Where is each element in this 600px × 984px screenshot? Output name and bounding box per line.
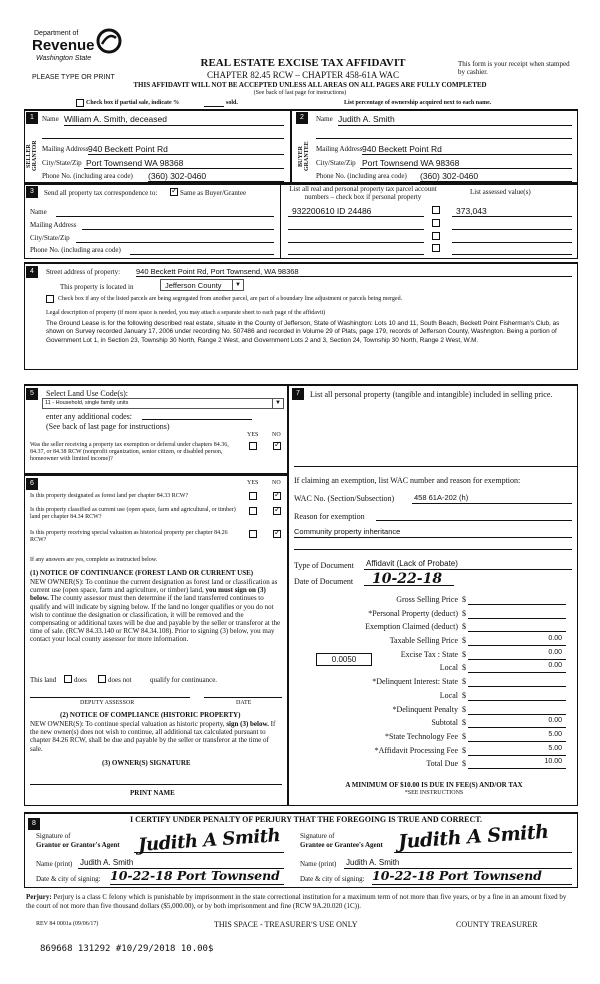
- fee-dollar-sign: $: [462, 649, 466, 659]
- fee-dollar-sign: $: [462, 608, 466, 618]
- historic-question: Is this property receiving special valuation as historical property per chapter 84.26 RCW?: [30, 530, 228, 543]
- seller-name-label: Name: [42, 115, 59, 123]
- same-as-buyer-checkbox[interactable]: [170, 188, 178, 196]
- legal-description: The Ground Lease is for the following described real estate, situate in the County of Jefferson, State of Washington: Lots 10 and 11, South Beach, Beckett Point Fisherman's Club, as shown on Survey recorded January 17, 2006 under recording No. 507486 and recorded in Volume 29 of Plats, page 179, records of Jefferson County, Washngton. Being a portion of Government Lot 1, in Section 23, Township 30 North, Range 2 West, and Government Lots 2 and 3, Section 24, Township 30 North, Range 2 West, W.M.: [46, 320, 560, 344]
- dept-state: Washington State: [36, 55, 92, 62]
- fee-label: Local: [439, 690, 458, 700]
- qualify-label: qualify for continuance.: [150, 676, 218, 684]
- fee-dollar-sign: $: [462, 718, 466, 728]
- fee-row: [290, 758, 576, 772]
- owners-signature-label: (3) OWNER(S) SIGNATURE: [102, 759, 191, 767]
- perjury-notice: Perjury: Perjury is a class C felony which is punishable by imprisonment in the state correctional institution for a maximum term of not more than five years, or by a fine in an amount fixed by the court of not more than five thousand dollars ($5,000.00), or by both imprisonment and fine (RCW 9A.20.020 (1C)).: [26, 893, 567, 911]
- same-as-buyer-label: Same as Buyer/Grantee: [180, 189, 247, 197]
- fee-label: Subtotal: [431, 718, 458, 728]
- s5-yes: YES: [247, 432, 259, 438]
- corr-phone-label: Phone No. (including area code): [30, 246, 121, 254]
- chevron-down-icon: ▼: [232, 280, 243, 290]
- if-yes-note: If any answers are yes, complete as instructed below.: [30, 557, 158, 563]
- fee-label: *Delinquent Penalty: [392, 704, 458, 714]
- exemption-claim-label: If claiming an exemption, list WAC number and reason for exemption:: [294, 476, 521, 485]
- seller-mailing: 940 Beckett Point Rd: [88, 144, 168, 154]
- print-name-label: PRINT NAME: [130, 789, 175, 797]
- does-checkbox[interactable]: [64, 675, 72, 683]
- fee-label: Excise Tax : State: [400, 649, 458, 659]
- buyer-city: Port Townsend WA 98368: [362, 158, 460, 168]
- notice-continuance-title: (1) NOTICE OF CONTINUANCE (FOREST LAND OR CURRENT USE): [30, 569, 254, 577]
- grantor-signature: Judith A Smith: [137, 825, 281, 856]
- date-label: DATE: [236, 700, 252, 706]
- deputy-assessor-label: DEPUTY ASSESSOR: [80, 700, 135, 706]
- segregated-checkbox[interactable]: [46, 295, 54, 303]
- s5-q1-no-checkbox[interactable]: [273, 442, 281, 450]
- corr-city-label: City/State/Zip: [30, 234, 70, 242]
- fee-label: Exemption Claimed (deduct): [365, 622, 458, 632]
- fee-row: [290, 594, 576, 608]
- land-use-label: Select Land Use Code(s):: [46, 389, 128, 398]
- seller-phone: (360) 302-0460: [148, 171, 207, 181]
- seller-phone-label: Phone No. (including area code): [42, 172, 133, 180]
- fee-row: [290, 621, 576, 635]
- buyer-name: Judith A. Smith: [338, 114, 395, 124]
- see-back-notice: (See back of last page for instructions): [253, 90, 347, 96]
- section-4-number: 4: [26, 266, 38, 278]
- personal-property-label: List all personal property (tangible and intangible) included in selling price.: [310, 390, 553, 399]
- fee-label: Taxable Selling Price: [389, 636, 458, 646]
- section-1-number: 1: [26, 112, 38, 124]
- fee-dollar-sign: $: [462, 745, 466, 755]
- seller-mailing-label: Mailing Address: [42, 145, 89, 153]
- s6-no: NO: [272, 480, 281, 486]
- grantor-date-label: Date & city of signing:: [36, 875, 101, 883]
- street-label: Street address of property:: [46, 268, 121, 276]
- fee-row: [290, 608, 576, 622]
- grantor-sig-label: Signature of: [36, 832, 71, 840]
- please-type: PLEASE TYPE OR PRINT: [32, 74, 115, 81]
- grantee-date-city: 10-22-18 Port Townsend: [372, 868, 542, 883]
- section-7-number: 7: [292, 388, 304, 400]
- fee-dollar-sign: $: [462, 622, 466, 632]
- fee-label: Gross Selling Price: [396, 595, 458, 604]
- fee-value: 10.00: [544, 758, 562, 766]
- seller-side-label: SELLER GRANTOR: [26, 140, 38, 172]
- corr-mailing-label: Mailing Address: [30, 221, 77, 229]
- fee-dollar-sign: $: [462, 595, 466, 604]
- fee-row: [290, 731, 576, 745]
- fee-dollar-sign: $: [462, 677, 466, 687]
- section-3-number: 3: [26, 186, 38, 198]
- section-6-number: 6: [26, 478, 38, 490]
- fee-label: *State Technology Fee: [384, 731, 458, 741]
- forest-land-question: Is this property designated as forest land per chapter 84.33 RCW?: [30, 493, 189, 499]
- grantee-sig-label: Signature of: [300, 832, 335, 840]
- s6-q1-yes-checkbox[interactable]: [249, 492, 257, 500]
- partial-sale-label: Check box if partial sale, indicate %: [86, 100, 180, 106]
- wac-label: WAC No. (Section/Subsection): [294, 494, 395, 503]
- legal-desc-label: Legal description of property (if more space is needed, you may attach a separate sheet to each page of the affidavit): [46, 310, 326, 316]
- fee-label: *Delinquent Interest: State: [372, 677, 458, 687]
- doc-date-label: Date of Document: [294, 577, 354, 586]
- current-use-question: Is this property classified as current use (open space, farm and agricultural, or timber) land per chapter 84.34 RCW?: [30, 507, 236, 520]
- chevron-down-icon: ▼: [272, 399, 283, 408]
- exemption-question: Was the seller receiving a property tax exemption or deferral under chapters 84.36, 84.37, or 84.38 RCW (nonprofit organization, senior citizen, or disabled person, homeowner with limited income)?: [30, 442, 229, 462]
- grantee-name: Judith A. Smith: [346, 858, 400, 867]
- dor-logo: [30, 28, 130, 72]
- partial-sale-checkbox[interactable]: [76, 99, 84, 107]
- fee-row: [290, 690, 576, 704]
- dept-revenue: Revenue: [32, 37, 95, 54]
- grantor-name-label: Name (print): [36, 860, 73, 868]
- grantor-date-city: 10-22-18 Port Townsend: [110, 868, 280, 883]
- does-label: does: [74, 676, 87, 684]
- fee-row: [290, 745, 576, 759]
- fee-value: 0.00: [548, 662, 562, 670]
- treasurer-stamp: 869668 131292 #10/29/2018 10.00$: [40, 944, 214, 954]
- county-treasurer-label: COUNTY TREASURER: [456, 920, 538, 929]
- ownership-note: List percentage of ownership acquired next to each name.: [344, 100, 492, 106]
- does-not-checkbox[interactable]: [98, 675, 106, 683]
- fee-row: [290, 717, 576, 731]
- fee-row: [290, 704, 576, 718]
- receipt-note: This form is your receipt when stamped by cashier.: [458, 60, 570, 77]
- located-label: This property is located in: [60, 283, 134, 291]
- seller-name: William A. Smith, deceased: [64, 114, 167, 124]
- buyer-mailing: 940 Beckett Point Rd: [362, 144, 442, 154]
- buyer-phone: (360) 302-0460: [420, 171, 479, 181]
- fee-dollar-sign: $: [462, 636, 466, 646]
- s6-q1-no-checkbox[interactable]: [273, 492, 281, 500]
- fee-row: [290, 635, 576, 649]
- s5-q1-yes-checkbox[interactable]: [249, 442, 257, 450]
- fee-label: *Affidavit Processing Fee: [374, 745, 458, 755]
- section-2-number: 2: [296, 112, 308, 124]
- s5-no: NO: [272, 432, 281, 438]
- seller-city-label: City/State/Zip: [42, 159, 82, 167]
- buyer-name-label: Name: [316, 115, 333, 123]
- sold-label: sold.: [226, 100, 238, 106]
- assessed-value: 373,043: [456, 206, 487, 216]
- s6-yes: YES: [247, 480, 259, 486]
- fee-value: 5.00: [548, 730, 562, 738]
- assessed-header: List assessed value(s): [470, 188, 531, 196]
- notice-continuance-body: NEW OWNER(S): To continue the current designation as forest land or classification as current use (open space, farm and agriculture, or timber) land, you must sign on (3) below. The county assessor must then determine if the land transferred continues to qualify and will indicate by signing below. If the land no longer qualifies or you do not wish to continue the designation or classification, it will be removed and the compensating or additional taxes will be due and payable by the seller or transferor at the time of sale. (RCW 84.33.140 or RCW 84.34.108). Prior to signing (3) below, you may contact your local county assessor for more information.: [30, 578, 281, 644]
- doc-type: Affidavit (Lack of Probate): [366, 559, 458, 568]
- grantor-name: Judith A. Smith: [80, 858, 134, 867]
- dor-seal-icon: [96, 28, 122, 54]
- segregated-label: Check box if any of the listed parcels are being segregated from another parcel, are part of a boundary line adjustment or parcels being merged.: [58, 296, 403, 302]
- fee-value: 0.00: [548, 648, 562, 656]
- wac-number: 458 61A-202 (h): [414, 493, 469, 502]
- fee-label: Total Due: [426, 759, 458, 769]
- fee-label: *Personal Property (deduct): [368, 608, 458, 618]
- buyer-city-label: City/State/Zip: [316, 159, 356, 167]
- s6-q3-yes-checkbox[interactable]: [249, 530, 257, 538]
- doc-date: 10-22-18: [372, 571, 443, 587]
- see-instructions-note: *SEE INSTRUCTIONS: [404, 790, 464, 796]
- county-select[interactable]: Jefferson County ▼: [160, 279, 244, 291]
- section-5-number: 5: [26, 388, 38, 400]
- buyer-side-label: BUYER GRANTEE: [298, 141, 310, 171]
- exemption-reason: Community property inheritance: [294, 527, 401, 536]
- seller-city: Port Townsend WA 98368: [86, 158, 184, 168]
- s6-q3-no-checkbox[interactable]: [273, 530, 281, 538]
- street-address: 940 Beckett Point Rd, Port Townsend, WA 98368: [136, 267, 299, 276]
- land-use-see-back: (See back of last page for instructions): [46, 422, 170, 431]
- this-land-label: This land: [30, 676, 57, 684]
- grantee-date-label: Date & city of signing:: [300, 875, 365, 883]
- fee-value: 0.00: [548, 717, 562, 725]
- grantor-sig-label2: Grantor or Grantor's Agent: [36, 841, 120, 849]
- parcel-number: 932200610 ID 24486: [292, 206, 372, 216]
- parcel-2-personal-checkbox[interactable]: [432, 219, 440, 227]
- form-chapter: CHAPTER 82.45 RCW – CHAPTER 458-61A WAC: [207, 70, 399, 80]
- buyer-phone-label: Phone No. (including area code): [316, 172, 407, 180]
- certify-statement: I CERTIFY UNDER PENALTY OF PERJURY THAT THE FOREGOING IS TRUE AND CORRECT.: [130, 815, 483, 824]
- treasurer-use-label: THIS SPACE - TREASURER'S USE ONLY: [214, 920, 358, 929]
- additional-codes-label: enter any additional codes:: [46, 412, 132, 421]
- fee-dollar-sign: $: [462, 731, 466, 741]
- fee-label: Local: [439, 663, 458, 673]
- fee-dollar-sign: $: [462, 759, 466, 769]
- grantee-name-label: Name (print): [300, 860, 337, 868]
- dept-of: Department of: [34, 30, 79, 37]
- notice-compliance-title: (2) NOTICE OF COMPLIANCE (HISTORIC PROPERTY): [60, 711, 241, 719]
- s6-q2-yes-checkbox[interactable]: [249, 507, 257, 515]
- fee-dollar-sign: $: [462, 663, 466, 673]
- section-8-number: 8: [28, 818, 40, 830]
- parcel-1-personal-checkbox[interactable]: [432, 206, 440, 214]
- grantee-signature: Judith A Smith: [397, 820, 550, 854]
- local-rate-field[interactable]: 0.0050: [316, 653, 372, 666]
- fee-value: 5.00: [548, 744, 562, 752]
- fee-dollar-sign: $: [462, 704, 466, 714]
- reason-label: Reason for exemption: [294, 512, 365, 521]
- grantee-sig-label2: Grantee or Grantee's Agent: [300, 841, 383, 849]
- parcel-4-personal-checkbox[interactable]: [432, 244, 440, 252]
- doc-type-label: Type of Document: [294, 561, 354, 570]
- corr-name-label: Name: [30, 208, 47, 216]
- notice-compliance-body: NEW OWNER(S): To continue special valuation as historic property, sign (3) below. If the new owner(s) does not wish to continue, all additional tax calculated pursuant to chapter 84.26 RCW, shall be due and payable by the seller or transferor at the time of sale.: [30, 720, 276, 753]
- fee-table: [290, 594, 576, 772]
- s6-q2-no-checkbox[interactable]: [273, 507, 281, 515]
- parcel-header: List all real and personal property tax parcel account numbers – check box if personal property: [289, 185, 437, 202]
- land-use-select[interactable]: 11 - Household, single family units ▼: [42, 398, 284, 409]
- send-correspondence-label: Send all property tax correspondence to:: [44, 189, 158, 197]
- form-revision: REV 84 0001a (09/06/17): [36, 921, 99, 927]
- minimum-due-note: A MINIMUM OF $10.00 IS DUE IN FEE(S) AND/OR TAX: [345, 781, 523, 789]
- fee-dollar-sign: $: [462, 690, 466, 700]
- buyer-mailing-label: Mailing Address: [316, 145, 363, 153]
- fee-value: 0.00: [548, 635, 562, 643]
- form-title: REAL ESTATE EXCISE TAX AFFIDAVIT: [200, 57, 406, 69]
- not-accepted-notice: THIS AFFIDAVIT WILL NOT BE ACCEPTED UNLESS ALL AREAS ON ALL PAGES ARE FULLY COMPLETED: [133, 81, 487, 89]
- parcel-3-personal-checkbox[interactable]: [432, 232, 440, 240]
- does-not-label: does not: [108, 676, 132, 684]
- fee-row: [290, 676, 576, 690]
